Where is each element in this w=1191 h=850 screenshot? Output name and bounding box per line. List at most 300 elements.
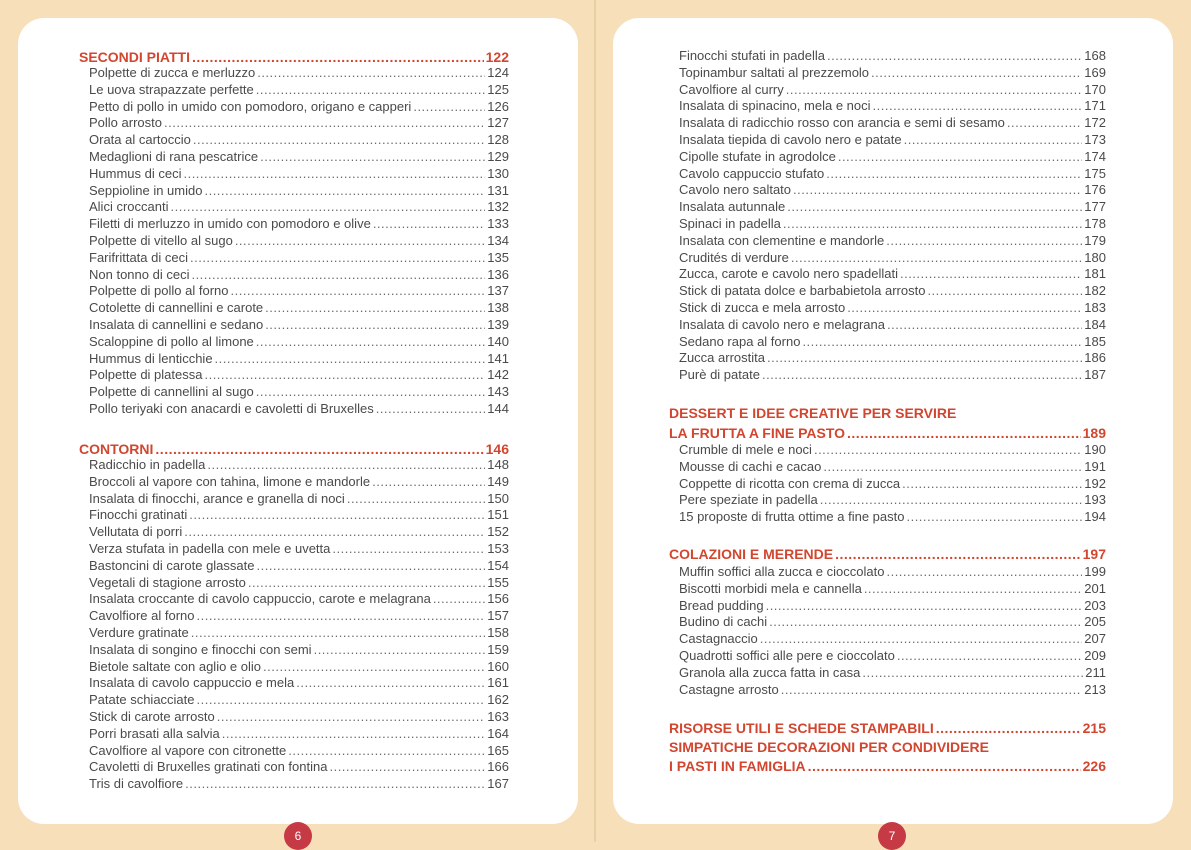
toc-entry xyxy=(669,350,1106,367)
toc-entry xyxy=(79,334,509,351)
section-page-number: 189 xyxy=(1082,424,1106,441)
entry-page-number: 142 xyxy=(487,367,509,383)
toc-section-heading xyxy=(669,719,1106,738)
toc-entry xyxy=(669,65,1106,82)
entry-page-number: 138 xyxy=(487,300,509,316)
entry-page-number: 184 xyxy=(1084,316,1106,332)
dot-leader xyxy=(847,424,1081,443)
toc-entry xyxy=(669,614,1106,631)
entry-title: Le uova strapazzate perfette xyxy=(89,81,254,97)
dot-leader xyxy=(193,132,485,149)
entry-title: Insalata croccante di cavolo cappuccio, carote e melagrana xyxy=(89,591,431,607)
book-spine xyxy=(594,0,596,842)
toc-entry xyxy=(669,149,1106,166)
entry-title: Coppette di ricotta con crema di zucca xyxy=(679,475,901,491)
toc-entry xyxy=(79,351,509,368)
entry-page-number: 174 xyxy=(1084,148,1106,164)
toc-entry xyxy=(669,250,1106,267)
entry-page-number: 185 xyxy=(1084,333,1106,349)
entry-page-number: 172 xyxy=(1084,115,1106,131)
entry-title: Castagne arrosto xyxy=(679,681,779,697)
section-title: CONTORNI xyxy=(79,441,154,457)
entry-page-number: 127 xyxy=(487,115,509,131)
toc-entry xyxy=(79,367,509,384)
dot-leader xyxy=(887,317,1082,334)
entry-page-number: 161 xyxy=(487,675,509,691)
page-number-badge: 6 xyxy=(284,822,312,850)
section-title: I PASTI IN FAMIGLIA xyxy=(669,758,806,774)
entry-page-number: 201 xyxy=(1084,580,1106,596)
entry-title: Topinambur saltati al prezzemolo xyxy=(679,64,870,80)
entry-page-number: 135 xyxy=(487,249,509,265)
entry-page-number: 191 xyxy=(1084,458,1106,474)
entry-page-number: 167 xyxy=(487,776,509,792)
entry-page-number: 186 xyxy=(1084,350,1106,366)
section-title: COLAZIONI E MERENDE xyxy=(669,546,834,562)
dot-leader xyxy=(347,491,485,508)
dot-leader xyxy=(760,631,1083,648)
dot-leader xyxy=(257,65,485,82)
entry-title: Insalata tiepida di cavolo nero e patate xyxy=(679,132,902,147)
dot-leader xyxy=(230,283,485,300)
toc-entry xyxy=(669,442,1106,459)
entry-page-number: 199 xyxy=(1084,564,1106,579)
dot-leader xyxy=(235,233,485,250)
section-page-number: 215 xyxy=(1082,720,1106,736)
entry-title: Cavolo nero saltato xyxy=(679,182,792,198)
toc-entry xyxy=(79,625,509,642)
dot-leader xyxy=(767,350,1082,367)
toc-entry xyxy=(79,541,509,558)
entry-page-number: 182 xyxy=(1084,283,1106,299)
toc-entry xyxy=(79,491,509,508)
dot-leader xyxy=(808,757,1081,776)
dot-leader xyxy=(886,233,1082,250)
toc-entry xyxy=(79,642,509,659)
entry-page-number: 148 xyxy=(487,457,509,472)
entry-page-number: 166 xyxy=(487,759,509,775)
dot-leader xyxy=(190,250,485,267)
dot-leader xyxy=(183,166,485,183)
entry-title: Muffin soffici alla zucca e cioccolato xyxy=(679,564,885,579)
dot-leader xyxy=(197,692,486,709)
section-title-line: DESSERT E IDEE CREATIVE PER SERVIRE xyxy=(669,405,957,421)
toc-entry xyxy=(79,233,509,250)
dot-leader xyxy=(802,334,1082,351)
entry-title: Stick di carote arrosto xyxy=(89,709,215,724)
entry-page-number: 194 xyxy=(1084,509,1106,525)
toc-entry xyxy=(669,266,1106,283)
toc-entry xyxy=(79,558,509,575)
toc-entry xyxy=(669,82,1106,99)
entry-page-number: 171 xyxy=(1084,98,1106,114)
entry-page-number: 159 xyxy=(487,641,509,657)
dot-leader xyxy=(871,65,1082,82)
dot-leader xyxy=(838,149,1082,166)
entry-page-number: 163 xyxy=(487,709,509,724)
entry-title: Pollo teriyaki con anacardi e cavoletti di Bruxelles xyxy=(89,401,374,416)
dot-leader xyxy=(256,384,486,401)
dot-leader xyxy=(204,183,485,200)
entry-title: Seppioline in umido xyxy=(89,182,203,198)
entry-title: Porri brasati alla salvia xyxy=(89,725,220,741)
toc-entry xyxy=(79,659,509,676)
entry-title: Insalata di songino e finocchi con semi xyxy=(89,641,312,657)
dot-leader xyxy=(192,48,484,67)
entry-title: Castagnaccio xyxy=(679,631,758,647)
toc-entry xyxy=(79,166,509,183)
entry-page-number: 168 xyxy=(1084,48,1106,63)
entry-title: Zucca arrostita xyxy=(679,350,765,366)
section-page-number: 122 xyxy=(485,49,509,65)
dot-leader xyxy=(184,524,485,541)
toc-entry xyxy=(79,149,509,166)
toc-entry xyxy=(79,115,509,132)
dot-leader xyxy=(791,250,1082,267)
entry-page-number: 179 xyxy=(1084,232,1106,248)
entry-page-number: 173 xyxy=(1084,132,1106,147)
entry-title: Insalata di cannellini e sedano xyxy=(89,317,264,332)
entry-page-number: 137 xyxy=(487,283,509,299)
toc-entry xyxy=(669,132,1106,149)
entry-title: Cipolle stufate in agrodolce xyxy=(679,148,836,164)
entry-title: Cavolo cappuccio stufato xyxy=(679,165,825,181)
toc-entry xyxy=(79,283,509,300)
section-page-number: 146 xyxy=(485,441,509,457)
entry-page-number: 209 xyxy=(1084,648,1106,663)
dot-leader xyxy=(820,492,1083,509)
left-page xyxy=(18,18,578,843)
entry-title: Tris di cavolfiore xyxy=(89,776,184,792)
entry-title: Stick di zucca e mela arrosto xyxy=(679,300,846,315)
dot-leader xyxy=(936,719,1081,738)
toc-entry xyxy=(669,216,1106,233)
entry-title: Hummus di lenticchie xyxy=(89,350,213,366)
entry-title: Stick di patata dolce e barbabietola arrosto xyxy=(679,283,926,299)
dot-leader xyxy=(783,216,1082,233)
toc-entry xyxy=(79,99,509,116)
entry-title: Patate schiacciate xyxy=(89,692,195,708)
dot-leader xyxy=(373,216,485,233)
toc-entry xyxy=(79,759,509,776)
toc-entry xyxy=(669,98,1106,115)
toc-entry xyxy=(79,183,509,200)
toc-entry xyxy=(79,250,509,267)
entry-title: Budino di cachi xyxy=(679,614,768,630)
toc-section-heading xyxy=(669,545,1106,564)
section-title: LA FRUTTA A FINE PASTO xyxy=(669,424,846,441)
dot-leader xyxy=(329,759,485,776)
dot-leader xyxy=(215,351,486,368)
toc-entry xyxy=(79,507,509,524)
entry-title: Crumble di mele e noci xyxy=(679,442,812,457)
entry-title: Verza stufata in padella con mele e uvetta xyxy=(89,541,331,556)
toc-entry xyxy=(669,182,1106,199)
entry-page-number: 180 xyxy=(1084,249,1106,265)
entry-title: Cavolfiore al forno xyxy=(89,608,195,624)
dot-leader xyxy=(827,48,1082,65)
entry-title: Radicchio in padella xyxy=(89,457,206,472)
entry-page-number: 213 xyxy=(1084,681,1106,697)
toc-entry xyxy=(669,631,1106,648)
dot-leader xyxy=(897,648,1082,665)
toc-entry xyxy=(79,82,509,99)
entry-page-number: 151 xyxy=(487,507,509,523)
dot-leader xyxy=(222,726,486,743)
entry-title: Cavolfiore al vapore con citronette xyxy=(89,742,287,758)
dot-leader xyxy=(248,575,485,592)
dot-leader xyxy=(1007,115,1082,132)
section-title: RISORSE UTILI E SCHEDE STAMPABILI xyxy=(669,720,934,736)
entry-title: Vellutata di porri xyxy=(89,524,183,540)
dot-leader xyxy=(862,665,1083,682)
entry-title: Insalata di cavolo nero e melagrana xyxy=(679,316,885,332)
entry-page-number: 211 xyxy=(1085,664,1106,680)
entry-title: Sedano rapa al forno xyxy=(679,333,801,349)
toc-entry xyxy=(669,283,1106,300)
entry-title: Biscotti morbidi mela e cannella xyxy=(679,580,862,596)
entry-title: Bastoncini di carote glassate xyxy=(89,557,255,573)
entry-page-number: 143 xyxy=(487,384,509,400)
dot-leader xyxy=(769,614,1082,631)
entry-page-number: 190 xyxy=(1084,442,1106,457)
toc-entry xyxy=(79,726,509,743)
entry-title: Alici croccanti xyxy=(89,199,169,215)
entry-title: Filetti di merluzzo in umido con pomodoro e olive xyxy=(89,216,371,232)
dot-leader xyxy=(185,776,485,793)
entry-page-number: 149 xyxy=(487,473,509,489)
dot-leader xyxy=(256,334,486,351)
page-number-badge: 7 xyxy=(878,822,906,850)
entry-page-number: 207 xyxy=(1084,631,1106,647)
entry-title: Purè di patate xyxy=(679,367,760,383)
toc-entry xyxy=(79,474,509,491)
entry-page-number: 140 xyxy=(487,333,509,349)
toc-entry xyxy=(669,233,1106,250)
toc-entry xyxy=(79,591,509,608)
toc-entry xyxy=(669,300,1106,317)
toc-entry xyxy=(669,665,1106,682)
toc-entry xyxy=(669,598,1106,615)
toc-entry xyxy=(79,743,509,760)
entry-page-number: 176 xyxy=(1084,182,1106,198)
toc-entry xyxy=(79,524,509,541)
entry-page-number: 139 xyxy=(487,317,509,332)
entry-title: Insalata di cavolo cappuccio e mela xyxy=(89,675,295,691)
entry-page-number: 162 xyxy=(487,692,509,708)
toc-entry xyxy=(79,216,509,233)
dot-leader xyxy=(900,266,1082,283)
entry-title: Quadrotti soffici alle pere e cioccolato xyxy=(679,648,895,663)
entry-title: 15 proposte di frutta ottime a fine pasto xyxy=(679,509,905,525)
entry-title: Orata al cartoccio xyxy=(89,132,191,148)
dot-leader xyxy=(155,440,483,459)
entry-title: Broccoli al vapore con tahina, limone e mandorle xyxy=(89,473,371,489)
toc-entry xyxy=(79,267,509,284)
dot-leader xyxy=(787,199,1082,216)
entry-page-number: 169 xyxy=(1084,64,1106,80)
toc-entry xyxy=(669,476,1106,493)
entry-page-number: 144 xyxy=(487,401,509,416)
entry-title: Pollo arrosto xyxy=(89,115,162,131)
toc-entry xyxy=(669,166,1106,183)
dot-leader xyxy=(766,598,1083,615)
dot-leader xyxy=(864,581,1082,598)
entry-title: Non tonno di ceci xyxy=(89,266,190,282)
dot-leader xyxy=(906,509,1082,526)
entry-title: Insalata di spinacino, mela e noci xyxy=(679,98,871,114)
entry-title: Hummus di ceci xyxy=(89,165,182,181)
entry-title: Cotolette di cannellini e carote xyxy=(89,300,264,316)
toc-entry xyxy=(669,334,1106,351)
dot-leader xyxy=(265,300,485,317)
entry-page-number: 134 xyxy=(487,233,509,248)
section-title-line: SIMPATICHE DECORAZIONI PER CONDIVIDERE xyxy=(669,738,989,755)
entry-title: Finocchi stufati in padella xyxy=(679,48,825,63)
toc-entry xyxy=(79,65,509,82)
dot-leader xyxy=(826,166,1082,183)
entry-title: Polpette di cannellini al sugo xyxy=(89,384,254,400)
dot-leader xyxy=(191,267,485,284)
toc-entry xyxy=(79,401,509,418)
section-page-number: 197 xyxy=(1082,546,1106,562)
dot-leader xyxy=(288,743,485,760)
toc-entry xyxy=(79,575,509,592)
entry-page-number: 155 xyxy=(487,574,509,590)
toc-section-heading xyxy=(79,440,509,459)
dot-leader xyxy=(904,132,1083,149)
dot-leader xyxy=(256,82,486,99)
entry-title: Petto di pollo in umido con pomodoro, origano e capperi xyxy=(89,98,412,114)
toc-entry xyxy=(669,115,1106,132)
entry-page-number: 128 xyxy=(487,132,509,148)
dot-leader xyxy=(256,558,485,575)
entry-title: Polpette di vitello al sugo xyxy=(89,233,233,248)
entry-page-number: 150 xyxy=(487,490,509,506)
entry-page-number: 205 xyxy=(1084,614,1106,630)
entry-page-number: 175 xyxy=(1084,165,1106,181)
toc-entry xyxy=(79,709,509,726)
entry-title: Bread pudding xyxy=(679,597,764,613)
toc-entry xyxy=(669,509,1106,526)
entry-page-number: 192 xyxy=(1084,475,1106,491)
dot-leader xyxy=(762,367,1082,384)
dot-leader xyxy=(314,642,486,659)
dot-leader xyxy=(823,459,1082,476)
entry-title: Cavoletti di Bruxelles gratinati con fontina xyxy=(89,759,328,775)
entry-page-number: 129 xyxy=(487,149,509,164)
toc-entry xyxy=(79,384,509,401)
dot-leader xyxy=(263,659,485,676)
toc-entry xyxy=(79,457,509,474)
entry-title: Vegetali di stagione arrosto xyxy=(89,574,246,590)
dot-leader xyxy=(847,300,1082,317)
toc-entry xyxy=(79,675,509,692)
entry-page-number: 177 xyxy=(1084,199,1106,215)
right-page xyxy=(613,18,1173,843)
entry-page-number: 131 xyxy=(487,182,509,198)
toc-entry xyxy=(669,682,1106,699)
entry-page-number: 124 xyxy=(487,65,509,80)
toc-entry xyxy=(669,48,1106,65)
entry-title: Insalata di radicchio rosso con arancia e semi di sesamo xyxy=(679,115,1005,131)
entry-page-number: 193 xyxy=(1084,492,1106,508)
entry-title: Pere speziate in padella xyxy=(679,492,818,508)
toc-entry xyxy=(669,317,1106,334)
entry-title: Medaglioni di rana pescatrice xyxy=(89,149,259,164)
dot-leader xyxy=(835,545,1081,564)
section-title: SECONDI PIATTI xyxy=(79,49,190,65)
entry-page-number: 164 xyxy=(487,725,509,741)
entry-title: Insalata autunnale xyxy=(679,199,786,215)
toc-entry xyxy=(669,199,1106,216)
toc-entry xyxy=(79,608,509,625)
entry-title: Polpette di zucca e merluzzo xyxy=(89,65,256,80)
entry-page-number: 181 xyxy=(1084,266,1106,282)
toc-entry xyxy=(79,317,509,334)
entry-title: Verdure gratinate xyxy=(89,625,189,640)
toc-entry xyxy=(669,367,1106,384)
dot-leader xyxy=(189,507,485,524)
entry-title: Insalata con clementine e mandorle xyxy=(679,232,885,248)
entry-page-number: 156 xyxy=(487,591,509,607)
dot-leader xyxy=(781,682,1083,699)
entry-page-number: 158 xyxy=(487,625,509,640)
toc-entry xyxy=(669,648,1106,665)
entry-page-number: 187 xyxy=(1084,367,1106,383)
toc-section-heading xyxy=(669,424,1106,443)
toc-entry xyxy=(669,564,1106,581)
dot-leader xyxy=(413,99,485,116)
entry-title: Granola alla zucca fatta in casa xyxy=(679,664,861,680)
entry-page-number: 165 xyxy=(487,742,509,758)
entry-page-number: 141 xyxy=(487,350,509,366)
section-page-number: 226 xyxy=(1082,758,1106,774)
entry-title: Spinaci in padella xyxy=(679,216,781,231)
entry-title: Polpette di platessa xyxy=(89,367,203,383)
dot-leader xyxy=(164,115,485,132)
entry-page-number: 154 xyxy=(487,557,509,573)
entry-title: Zucca, carote e cavolo nero spadellati xyxy=(679,266,898,282)
entry-title: Cavolfiore al curry xyxy=(679,81,784,97)
entry-page-number: 160 xyxy=(487,658,509,674)
entry-page-number: 130 xyxy=(487,165,509,181)
toc-entry xyxy=(669,581,1106,598)
entry-title: Insalata di finocchi, arance e granella di noci xyxy=(89,490,345,506)
dot-leader xyxy=(265,317,485,334)
dot-leader xyxy=(332,541,485,558)
entry-page-number: 157 xyxy=(487,608,509,624)
toc-section-heading xyxy=(669,757,1106,776)
toc-entry xyxy=(669,459,1106,476)
entry-page-number: 132 xyxy=(487,199,509,215)
entry-title: Crudités di verdure xyxy=(679,249,789,265)
entry-page-number: 125 xyxy=(487,81,509,97)
dot-leader xyxy=(191,625,486,642)
dot-leader xyxy=(886,564,1082,581)
entry-title: Scaloppine di pollo al limone xyxy=(89,333,254,349)
toc-entry xyxy=(79,132,509,149)
toc-entry xyxy=(79,199,509,216)
toc-entry xyxy=(79,692,509,709)
dot-leader xyxy=(217,709,486,726)
toc-section-heading xyxy=(79,48,509,67)
entry-page-number: 133 xyxy=(487,216,509,232)
dot-leader xyxy=(927,283,1082,300)
dot-leader xyxy=(170,199,485,216)
dot-leader xyxy=(793,182,1082,199)
entry-page-number: 153 xyxy=(487,541,509,556)
